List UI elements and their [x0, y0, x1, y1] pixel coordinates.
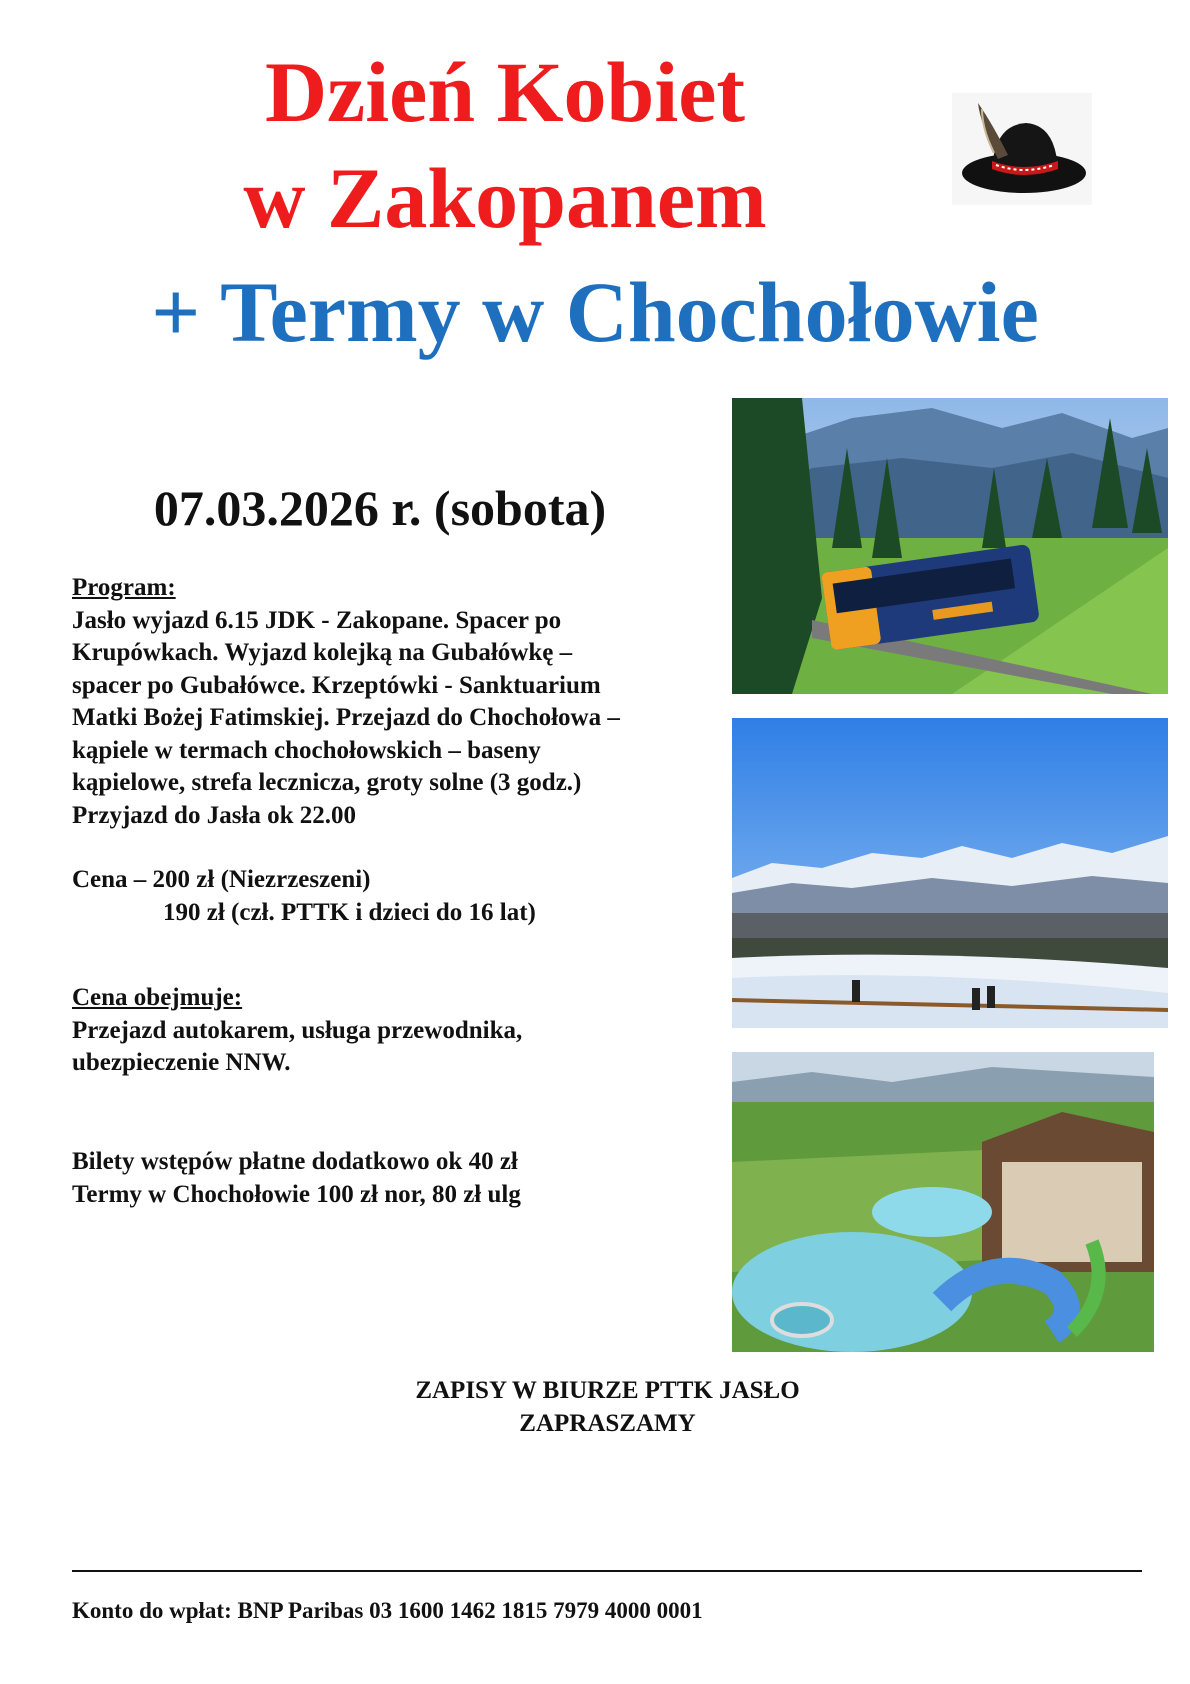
program-line: Przyjazd do Jasła ok 22.00	[72, 801, 357, 829]
tickets-section	[72, 1146, 712, 1211]
includes-section	[72, 982, 712, 1080]
signup-notice	[0, 1374, 1190, 1440]
title-line-2: w Zakopanem	[243, 150, 767, 246]
bank-account: Konto do wpłat: BNP Paribas 03 1600 1462 1815 7979 4000 0001	[72, 1598, 703, 1623]
program-line: Matki Bożej Fatimskiej. Przejazd do Chochołowa –	[72, 704, 620, 731]
title-line-3: + Termy w Chochołowie	[151, 264, 1039, 360]
price-line-1: Cena – 200 zł (Niezrzeszeni)	[72, 866, 371, 893]
thermal-baths-photo	[732, 1052, 1154, 1352]
tickets-line-2: Termy w Chochołowie 100 zł nor, 80 zł ulg	[72, 1180, 521, 1208]
winter-panorama-photo	[732, 718, 1168, 1028]
includes-line-1: Przejazd autokarem, usługa przewodnika,	[72, 1016, 523, 1044]
program-line: spacer po Gubałówce. Krzeptówki - Sanktuarium	[72, 671, 601, 699]
title-line-1: Dzień Kobiet	[264, 44, 746, 140]
price-line-2: 190 zł (czł. PTTK i dzieci do 16 lat)	[163, 898, 536, 926]
event-date: 07.03.2026 r. (sobota)	[153, 480, 607, 536]
program-section	[72, 572, 712, 832]
price-section	[72, 864, 712, 929]
program-line: Jasło wyjazd 6.15 JDK - Zakopane. Spacer po	[72, 606, 562, 634]
highlander-hat-image	[952, 93, 1092, 205]
program-line: kąpiele w termach chochołowskich – baseny	[72, 736, 541, 764]
footer-divider	[72, 1570, 1142, 1572]
includes-heading: Cena obejmuje:	[72, 984, 243, 1011]
program-line: kąpielowe, strefa lecznicza, groty solne (3 godz.)	[72, 769, 582, 796]
signup-line-1: ZAPISY W BIURZE PTTK JASŁO	[415, 1377, 800, 1404]
includes-line-2: ubezpieczenie NNW.	[72, 1049, 291, 1076]
funicular-photo	[732, 398, 1168, 694]
hat-icon	[952, 93, 1092, 205]
signup-line-2: ZAPRASZAMY	[519, 1410, 696, 1437]
program-line: Krupówkach. Wyjazd kolejką na Gubałówkę –	[72, 639, 573, 666]
program-heading: Program:	[72, 574, 176, 601]
tickets-line-1: Bilety wstępów płatne dodatkowo ok 40 zł	[72, 1148, 518, 1175]
